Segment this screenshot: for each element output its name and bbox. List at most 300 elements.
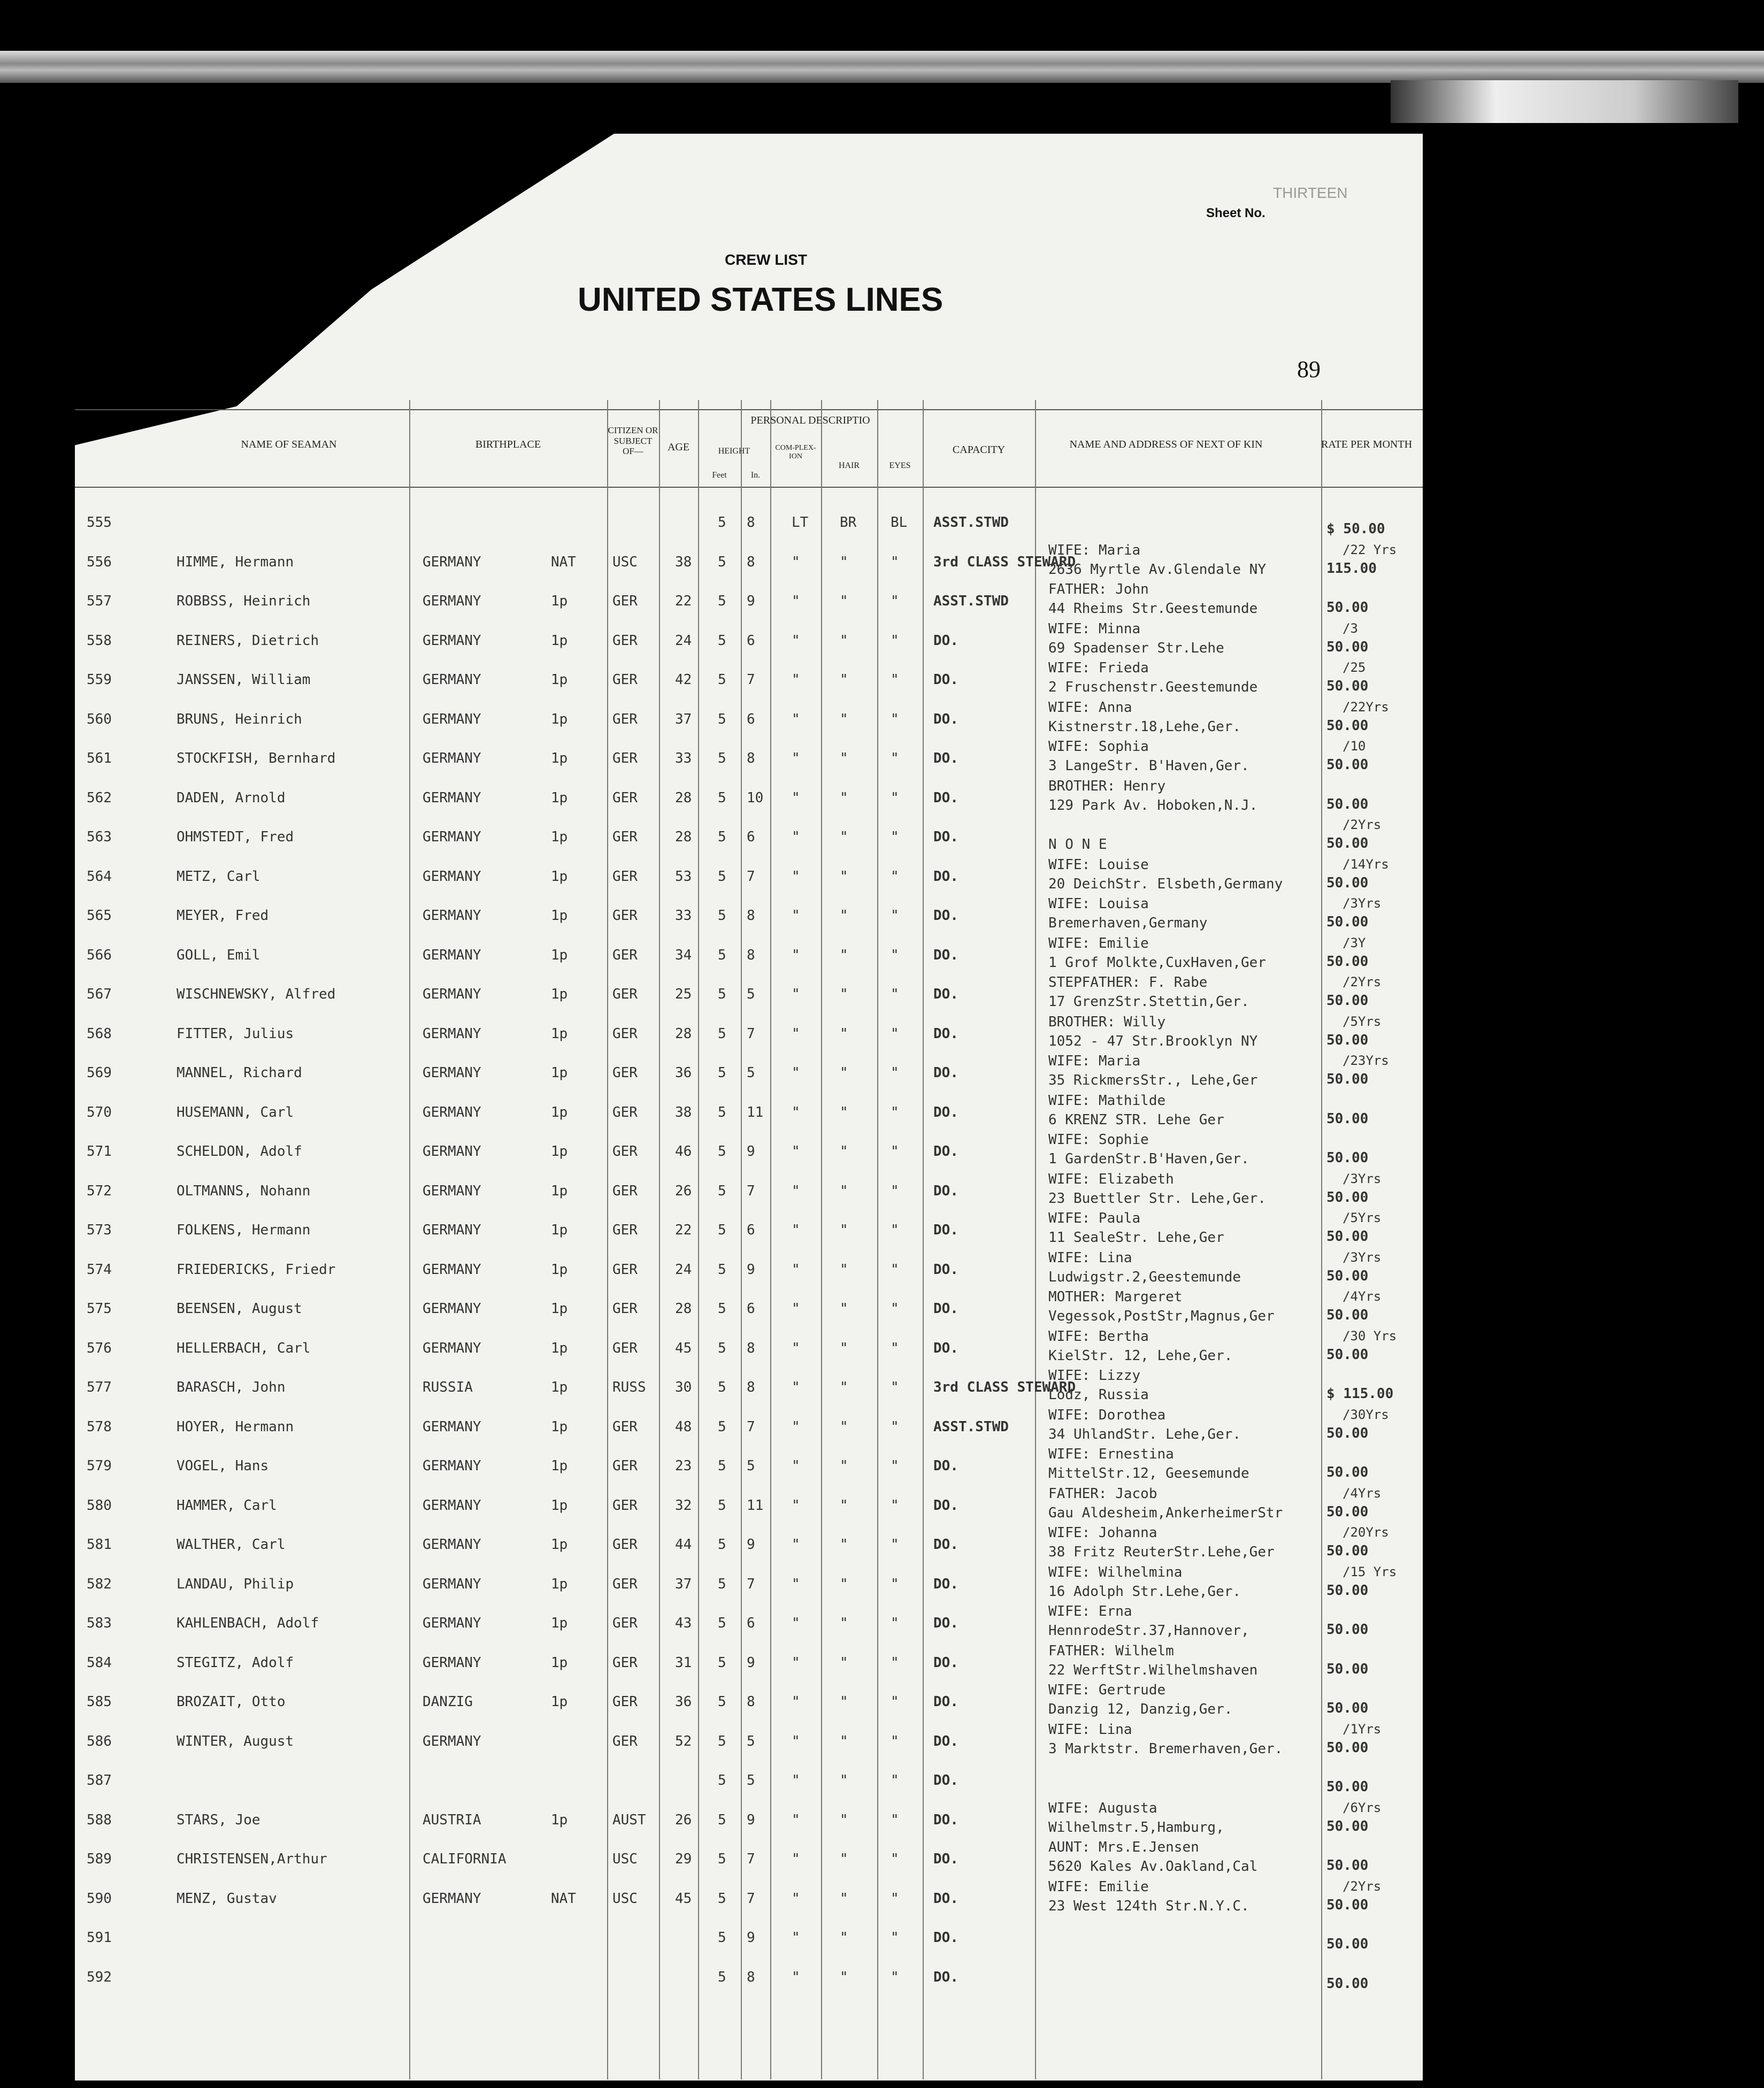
birthplace: DANZIG	[423, 1694, 473, 1710]
height-feet: 5	[718, 554, 726, 570]
row-number: 590	[87, 1890, 112, 1907]
height-inches: 7	[747, 1576, 755, 1592]
age: 29	[675, 1851, 692, 1867]
seaman-name: WALTHER, Carl	[177, 1537, 286, 1553]
age: 52	[675, 1733, 692, 1749]
monthly-rate: 50.00	[1326, 1739, 1369, 1756]
row-number: 585	[87, 1694, 112, 1710]
naturalization: 1p	[551, 1576, 568, 1592]
next-of-kin-address: 1 GardenStr.B'Haven,Ger.	[1048, 1151, 1249, 1167]
height-inches: 6	[747, 632, 755, 649]
monthly-rate: 50.00	[1326, 1779, 1369, 1795]
seaman-name: CHRISTENSEN,Arthur	[177, 1851, 327, 1867]
eyes: BL	[891, 515, 908, 531]
capacity: ASST.STWD	[933, 515, 1009, 531]
page-number: 89	[1297, 356, 1321, 382]
hair: BR	[840, 515, 857, 531]
table-row	[0, 1930, 1764, 1969]
table-row	[0, 542, 1764, 594]
height-inches: 8	[747, 947, 755, 963]
birthplace: GERMANY	[423, 947, 481, 963]
table-row	[0, 896, 1764, 947]
monthly-rate: 50.00	[1326, 1661, 1369, 1677]
age: 44	[675, 1537, 692, 1553]
seaman-name: STOCKFISH, Bernhard	[177, 750, 336, 766]
next-of-kin-relation: WIFE: Erna	[1048, 1603, 1132, 1619]
hair: "	[840, 1576, 848, 1592]
table-row	[0, 1839, 1764, 1891]
height-inches: 6	[747, 1222, 755, 1238]
capacity: DO.	[933, 1340, 958, 1356]
birthplace: GERMANY	[423, 1301, 481, 1317]
seaman-name: BROZAIT, Otto	[177, 1694, 286, 1710]
height-feet: 5	[718, 1930, 726, 1946]
eyes: "	[891, 1065, 899, 1081]
age: 24	[675, 632, 692, 649]
height-feet: 5	[718, 1340, 726, 1356]
row-number: 575	[87, 1301, 112, 1317]
age: 28	[675, 829, 692, 845]
height-feet: 5	[718, 1851, 726, 1867]
age: 30	[675, 1379, 692, 1395]
next-of-kin-address: Kistnerstr.18,Lehe,Ger.	[1048, 718, 1241, 735]
next-of-kin-relation: WIFE: Louise	[1048, 856, 1149, 873]
hair: "	[840, 1222, 848, 1238]
birthplace: GERMANY	[423, 1143, 481, 1160]
monthly-rate: 50.00	[1326, 1622, 1369, 1638]
complexion: "	[792, 1104, 800, 1120]
next-of-kin-relation: WIFE: Lizzy	[1048, 1368, 1141, 1384]
capacity: DO.	[933, 1851, 958, 1867]
table-row	[0, 1407, 1764, 1458]
naturalization: 1p	[551, 947, 568, 963]
monthly-rate: 50.00	[1326, 1307, 1369, 1323]
hair: "	[840, 1143, 848, 1160]
seaman-name: OLTMANNS, Nohann	[177, 1183, 311, 1199]
seaman-name: FRIEDERICKS, Friedr	[177, 1261, 336, 1278]
citizenship: GER	[612, 1025, 638, 1042]
height-inches: 6	[747, 1301, 755, 1317]
table-row	[0, 1446, 1764, 1498]
complexion: "	[792, 1340, 800, 1356]
birthplace: GERMANY	[423, 986, 481, 1002]
naturalization: 1p	[551, 986, 568, 1002]
col-header-inches: In.	[750, 471, 761, 480]
birthplace: GERMANY	[423, 1340, 481, 1356]
next-of-kin-address: 38 Fritz ReuterStr.Lehe,Ger	[1048, 1544, 1275, 1560]
next-of-kin-relation: FATHER: Wilhelm	[1048, 1642, 1174, 1659]
complexion: "	[792, 750, 800, 766]
naturalization: 1p	[551, 1458, 568, 1474]
citizenship: GER	[612, 1733, 638, 1749]
row-number: 556	[87, 554, 112, 570]
years-married: /25	[1343, 660, 1366, 675]
capacity: DO.	[933, 947, 958, 963]
col-header-complexion: COM-PLEX-ION	[775, 444, 816, 461]
age: 22	[675, 1222, 692, 1238]
hair: "	[840, 1183, 848, 1199]
row-number: 578	[87, 1418, 112, 1435]
height-feet: 5	[718, 1261, 726, 1278]
eyes: "	[891, 1733, 899, 1749]
birthplace: GERMANY	[423, 1222, 481, 1238]
monthly-rate: 50.00	[1326, 1582, 1369, 1599]
age: 22	[675, 593, 692, 609]
next-of-kin-relation: AUNT: Mrs.E.Jensen	[1048, 1839, 1199, 1855]
citizenship: GER	[612, 1694, 638, 1710]
age: 28	[675, 789, 692, 806]
eyes: "	[891, 1104, 899, 1120]
age: 28	[675, 1301, 692, 1317]
eyes: "	[891, 1615, 899, 1631]
height-feet: 5	[718, 1733, 726, 1749]
table-row	[0, 1800, 1764, 1852]
citizenship: GER	[612, 1537, 638, 1553]
table-row	[0, 1210, 1764, 1262]
hair: "	[840, 1811, 848, 1828]
birthplace: GERMANY	[423, 1418, 481, 1435]
row-number: 583	[87, 1615, 112, 1631]
row-number: 576	[87, 1340, 112, 1356]
monthly-rate: 50.00	[1326, 1110, 1369, 1127]
seaman-name: STEGITZ, Adolf	[177, 1654, 294, 1671]
table-row	[0, 1171, 1764, 1223]
citizenship: GER	[612, 1418, 638, 1435]
citizenship: GER	[612, 1654, 638, 1671]
seaman-name: WINTER, August	[177, 1733, 294, 1749]
citizenship: GER	[612, 1104, 638, 1120]
citizenship: GER	[612, 1222, 638, 1238]
birthplace: GERMANY	[423, 1261, 481, 1278]
height-feet: 5	[718, 789, 726, 806]
capacity: DO.	[933, 868, 958, 885]
hair: "	[840, 1733, 848, 1749]
eyes: "	[891, 1890, 899, 1907]
hair: "	[840, 1418, 848, 1435]
age: 25	[675, 986, 692, 1002]
next-of-kin-relation: WIFE: Ernestina	[1048, 1446, 1174, 1462]
monthly-rate: 50.00	[1326, 874, 1369, 891]
header-rule-bottom	[75, 487, 1423, 488]
table-row	[0, 778, 1764, 830]
height-inches: 6	[747, 829, 755, 845]
height-inches: 9	[747, 1654, 755, 1671]
naturalization: 1p	[551, 1497, 568, 1514]
naturalization: 1p	[551, 908, 568, 924]
height-inches: 7	[747, 868, 755, 885]
next-of-kin-address: Bremerhaven,Germany	[1048, 915, 1208, 931]
height-feet: 5	[718, 1969, 726, 1985]
naturalization: 1p	[551, 1261, 568, 1278]
birthplace: GERMANY	[423, 1654, 481, 1671]
complexion: "	[792, 1301, 800, 1317]
height-inches: 10	[747, 789, 764, 806]
height-feet: 5	[718, 1183, 726, 1199]
height-inches: 9	[747, 1930, 755, 1946]
next-of-kin-relation: WIFE: Minna	[1048, 620, 1141, 637]
next-of-kin-relation: WIFE: Sophie	[1048, 1132, 1149, 1148]
height-inches: 11	[747, 1497, 764, 1514]
next-of-kin-address: 1052 - 47 Str.Brooklyn NY	[1048, 1033, 1258, 1049]
eyes: "	[891, 1811, 899, 1828]
naturalization: NAT	[551, 1890, 576, 1907]
height-inches: 5	[747, 986, 755, 1002]
citizenship: GER	[612, 908, 638, 924]
next-of-kin-relation: WIFE: Wilhelmina	[1048, 1564, 1183, 1580]
naturalization: 1p	[551, 1025, 568, 1042]
birthplace: GERMANY	[423, 1576, 481, 1592]
next-of-kin-relation: BROTHER: Willy	[1048, 1014, 1166, 1030]
height-inches: 6	[747, 1615, 755, 1631]
next-of-kin-address: Wilhelmstr.5,Hamburg,	[1048, 1819, 1224, 1836]
next-of-kin-relation: WIFE: Mathilde	[1048, 1092, 1166, 1109]
next-of-kin-relation: WIFE: Sophia	[1048, 739, 1149, 755]
monthly-rate: 50.00	[1326, 835, 1369, 851]
eyes: "	[891, 1418, 899, 1435]
eyes: "	[891, 672, 899, 688]
naturalization: 1p	[551, 632, 568, 649]
years-married: /4Yrs	[1343, 1289, 1382, 1304]
hair: "	[840, 1969, 848, 1985]
years-married: /1Yrs	[1343, 1721, 1382, 1737]
next-of-kin-relation: WIFE: Gertrude	[1048, 1682, 1166, 1698]
height-feet: 5	[718, 1772, 726, 1788]
row-number: 589	[87, 1851, 112, 1867]
hair: "	[840, 1497, 848, 1514]
seaman-name: ROBBSS, Heinrich	[177, 593, 311, 609]
citizenship: GER	[612, 1497, 638, 1514]
eyes: "	[891, 1222, 899, 1238]
capacity: DO.	[933, 1497, 958, 1514]
birthplace: GERMANY	[423, 750, 481, 766]
complexion: "	[792, 1772, 800, 1788]
naturalization: 1p	[551, 711, 568, 727]
next-of-kin-address: 6 KRENZ STR. Lehe Ger	[1048, 1111, 1224, 1128]
birthplace: GERMANY	[423, 711, 481, 727]
hair: "	[840, 1340, 848, 1356]
birthplace: GERMANY	[423, 632, 481, 649]
years-married: /6Yrs	[1343, 1800, 1382, 1815]
next-of-kin-address: 17 GrenzStr.Stettin,Ger.	[1048, 994, 1249, 1010]
next-of-kin-address: Gau Aldesheim,AnkerheimerStr	[1048, 1504, 1283, 1521]
seaman-name: METZ, Carl	[177, 868, 260, 885]
citizenship: GER	[612, 789, 638, 806]
height-inches: 5	[747, 1458, 755, 1474]
sheet-label: Sheet No.	[1206, 206, 1266, 220]
birthplace: GERMANY	[423, 1733, 481, 1749]
hair: "	[840, 1379, 848, 1395]
height-feet: 5	[718, 1458, 726, 1474]
height-feet: 5	[718, 1379, 726, 1395]
complexion: "	[792, 1261, 800, 1278]
height-inches: 7	[747, 1418, 755, 1435]
capacity: DO.	[933, 908, 958, 924]
eyes: "	[891, 1772, 899, 1788]
years-married: /15 Yrs	[1343, 1564, 1397, 1579]
naturalization: 1p	[551, 1065, 568, 1081]
col-header-hair: HAIR	[838, 461, 860, 470]
capacity: DO.	[933, 1890, 958, 1907]
complexion: "	[792, 593, 800, 609]
complexion: "	[792, 947, 800, 963]
birthplace: GERMANY	[423, 1615, 481, 1631]
height-feet: 5	[718, 672, 726, 688]
monthly-rate: 50.00	[1326, 1975, 1369, 1992]
citizenship: GER	[612, 868, 638, 885]
eyes: "	[891, 986, 899, 1002]
height-feet: 5	[718, 1301, 726, 1317]
table-row	[0, 1969, 1764, 2009]
seaman-name: HIMME, Hermann	[177, 554, 294, 570]
next-of-kin-address: Danzig 12, Danzig,Ger.	[1048, 1701, 1233, 1717]
capacity: DO.	[933, 1537, 958, 1553]
citizenship: GER	[612, 1143, 638, 1160]
naturalization: 1p	[551, 1379, 568, 1395]
monthly-rate: 50.00	[1326, 1700, 1369, 1716]
next-of-kin-address: 20 DeichStr. Elsbeth,Germany	[1048, 876, 1283, 892]
years-married: /3Yrs	[1343, 1171, 1382, 1186]
table-row	[0, 739, 1764, 790]
naturalization: 1p	[551, 1694, 568, 1710]
row-number: 560	[87, 711, 112, 727]
hair: "	[840, 1301, 848, 1317]
next-of-kin-address: 2 Fruschenstr.Geestemunde	[1048, 679, 1258, 695]
seaman-name: REINERS, Dietrich	[177, 632, 319, 649]
col-header-name: NAME OF SEAMAN	[241, 439, 337, 450]
height-inches: 7	[747, 1183, 755, 1199]
complexion: "	[792, 1143, 800, 1160]
monthly-rate: 50.00	[1326, 1897, 1369, 1913]
table-row	[0, 1603, 1764, 1655]
years-married: /30 Yrs	[1343, 1328, 1397, 1344]
next-of-kin-address: 34 UhlandStr. Lehe,Ger.	[1048, 1426, 1241, 1442]
capacity: DO.	[933, 672, 958, 688]
seaman-name: GOLL, Emil	[177, 947, 260, 963]
complexion: "	[792, 1065, 800, 1081]
next-of-kin-address: 129 Park Av. Hoboken,N.J.	[1048, 797, 1258, 813]
birthplace: GERMANY	[423, 908, 481, 924]
naturalization: 1p	[551, 789, 568, 806]
capacity: DO.	[933, 789, 958, 806]
complexion: "	[792, 1654, 800, 1671]
capacity: 3rd CLASS STEWARD	[933, 1379, 1076, 1395]
hair: "	[840, 672, 848, 688]
col-header-rate: RATE PER MONTH	[1321, 439, 1413, 450]
complexion: "	[792, 1418, 800, 1435]
next-of-kin-address: 69 Spadenser Str.Lehe	[1048, 640, 1224, 656]
table-row	[0, 817, 1764, 869]
height-inches: 8	[747, 750, 755, 766]
naturalization: 1p	[551, 1418, 568, 1435]
complexion: "	[792, 1183, 800, 1199]
row-number: 587	[87, 1772, 112, 1788]
age: 26	[675, 1183, 692, 1199]
citizenship: AUST	[612, 1811, 646, 1828]
row-number: 558	[87, 632, 112, 649]
next-of-kin-address: 5620 Kales Av.Oakland,Cal	[1048, 1859, 1258, 1875]
citizenship: GER	[612, 711, 638, 727]
next-of-kin-relation: WIFE: Maria	[1048, 1053, 1141, 1069]
height-feet: 5	[718, 1694, 726, 1710]
seaman-name: JANSSEN, William	[177, 672, 311, 688]
citizenship: GER	[612, 1615, 638, 1631]
row-number: 568	[87, 1025, 112, 1042]
monthly-rate: 50.00	[1326, 993, 1369, 1009]
birthplace: AUSTRIA	[423, 1811, 481, 1828]
complexion: "	[792, 1576, 800, 1592]
eyes: "	[891, 789, 899, 806]
height-inches: 7	[747, 1025, 755, 1042]
monthly-rate: 50.00	[1326, 1503, 1369, 1520]
years-married: /3Yrs	[1343, 896, 1382, 911]
complexion: "	[792, 632, 800, 649]
monthly-rate: 50.00	[1326, 639, 1369, 655]
complexion: "	[792, 868, 800, 885]
capacity: DO.	[933, 1301, 958, 1317]
height-feet: 5	[718, 1497, 726, 1514]
table-row	[0, 660, 1764, 711]
next-of-kin-relation: WIFE: Johanna	[1048, 1525, 1157, 1541]
eyes: "	[891, 1379, 899, 1395]
table-row	[0, 1053, 1764, 1104]
capacity: DO.	[933, 711, 958, 727]
eyes: "	[891, 750, 899, 766]
height-inches: 8	[747, 554, 755, 570]
birthplace: GERMANY	[423, 1497, 481, 1514]
next-of-kin-relation: WIFE: Maria	[1048, 542, 1141, 558]
header-rule-top	[75, 409, 1423, 410]
next-of-kin-relation: FATHER: John	[1048, 581, 1149, 597]
monthly-rate: 50.00	[1326, 1346, 1369, 1363]
next-of-kin-relation: WIFE: Frieda	[1048, 660, 1149, 676]
naturalization: 1p	[551, 1654, 568, 1671]
citizenship: GER	[612, 1065, 638, 1081]
col-header-personal: PERSONAL DESCRIPTIO	[750, 414, 870, 426]
table-row	[0, 1642, 1764, 1694]
birthplace: GERMANY	[423, 1458, 481, 1474]
seaman-name: BARASCH, John	[177, 1379, 286, 1395]
next-of-kin-address: 3 Marktstr. Bremerhaven,Ger.	[1048, 1740, 1283, 1757]
row-number: 569	[87, 1065, 112, 1081]
hair: "	[840, 1065, 848, 1081]
eyes: "	[891, 1458, 899, 1474]
birthplace: GERMANY	[423, 829, 481, 845]
birthplace: RUSSIA	[423, 1379, 473, 1395]
next-of-kin-address: N O N E	[1048, 836, 1107, 853]
seaman-name: VOGEL, Hans	[177, 1458, 269, 1474]
eyes: "	[891, 593, 899, 609]
height-inches: 7	[747, 672, 755, 688]
seaman-name: HOYER, Hermann	[177, 1418, 294, 1435]
years-married: /5Yrs	[1343, 1210, 1382, 1225]
monthly-rate: 50.00	[1326, 1229, 1369, 1245]
height-inches: 8	[747, 1694, 755, 1710]
capacity: DO.	[933, 1143, 958, 1160]
table-row	[0, 1092, 1764, 1144]
naturalization: 1p	[551, 1537, 568, 1553]
height-feet: 5	[718, 1222, 726, 1238]
next-of-kin-address: HennrodeStr.37,Hannover,	[1048, 1623, 1249, 1639]
next-of-kin-address: Ludwigstr.2,Geestemunde	[1048, 1269, 1241, 1285]
monthly-rate: 50.00	[1326, 1818, 1369, 1834]
citizenship: GER	[612, 1261, 638, 1278]
table-row	[0, 699, 1764, 751]
row-number: 572	[87, 1183, 112, 1199]
years-married: /3	[1343, 620, 1358, 636]
age: 38	[675, 554, 692, 570]
col-header-capacity: CAPACITY	[952, 444, 1006, 456]
table-row	[0, 1878, 1764, 1930]
